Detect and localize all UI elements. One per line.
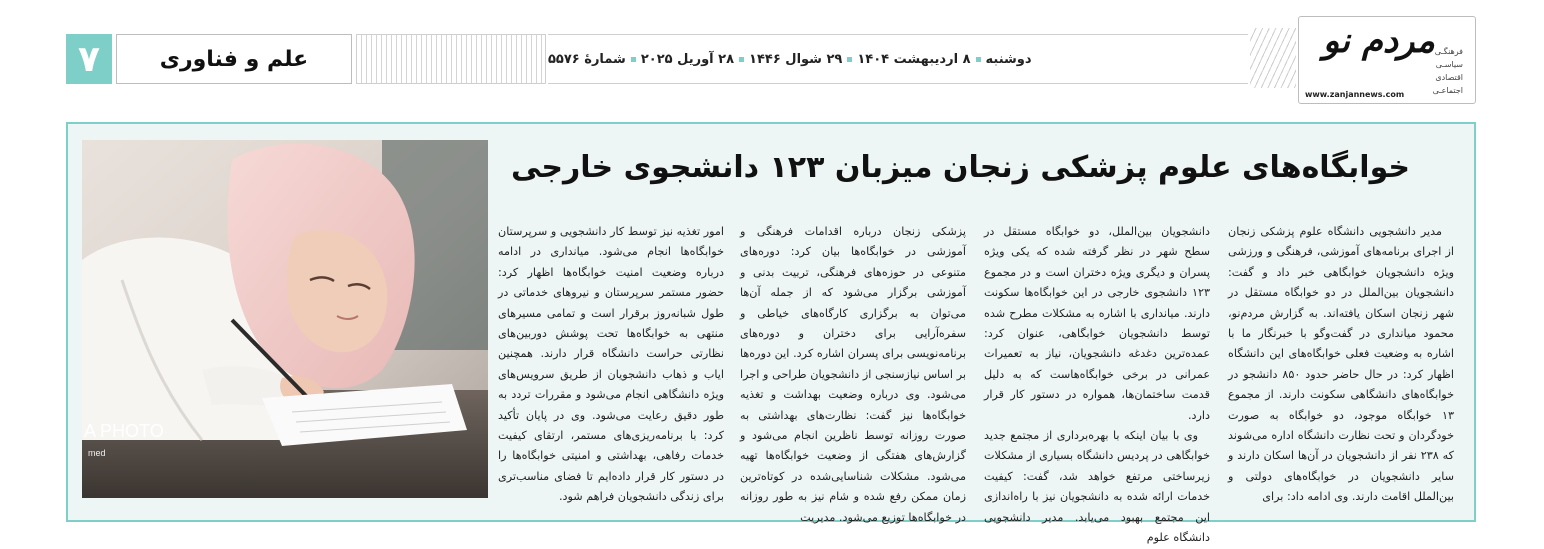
column-paragraph: مدیر دانشجویی دانشگاه علوم پزشکی زنجان از اجرای برنامه‌های آموزشی، فرهنگی و ورزشی ویژه دانشجویان خوابگاهی خبر داد و گفت: دانشجویان بین‌الملل در دو خوابگاه مستقل در شهر زنجان اسکان یافته‌اند. به گزارش مردم‌نو، محمود میانداری در گفت‌وگو با خبرنگار ما با اشاره به وضعیت فعلی خوابگاه‌های این دانشگاه اظهار کرد: در حال حاضر حدود ۸۵۰ دانشجو در خوابگاه‌های دانشگاهی سکونت دارند. از مجموع ۱۳ خوابگاه موجود، دو خوابگاه به صورت خودگردان و تحت نظارت دانشگاه اداره می‌شوند که ۲۳۸ نفر از دانشجویان در آن‌ها اسکان دارند و سایر دانشجویان در خوابگاه‌های دولتی و بین‌الملل اقامت دارند. وی ادامه داد: برای — [1228, 225, 1455, 504]
section-title: علم و فناوری — [116, 34, 352, 84]
date-separator — [739, 57, 744, 62]
page-number-badge: ۷ — [66, 34, 112, 84]
date-separator — [631, 57, 636, 62]
date-lunar: ۲۹ شوال ۱۴۴۶ — [749, 51, 843, 67]
article-photo — [82, 140, 488, 498]
date-separator — [847, 57, 852, 62]
student-writing-image — [82, 140, 488, 498]
date-gregorian: ۲۸ آوریل ۲۰۲۵ — [640, 51, 735, 67]
article-frame — [66, 122, 1476, 545]
article-column-3 — [740, 222, 966, 524]
logo-subtitle-line: فرهنگـی — [1434, 47, 1463, 56]
logo-subtitle-line: اجتماعـی — [1432, 86, 1463, 95]
article-headline: خوابگاه‌های علوم پزشکی زنجان میزبان ۱۲۳ دانشجوی خارجی — [511, 150, 1410, 185]
column-paragraph: دانشجویان بین‌الملل، دو خوابگاه مستقل در سطح شهر در نظر گرفته شده که یکی ویژه پسران و دیگری ویژه دختران است و در مجموع ۱۲۳ دانشجوی خارجی در این خوابگاه‌ها سکونت دارند. میانداری با اشاره به مشکلات مطرح شده توسط دانشجویان خوابگاهی، عنوان کرد: عمده‌ترین دغدغه دانشجویان، نیاز به تعمیرات عمرانی در برخی خوابگاه‌هاست که به دلیل قدمت ساختمان‌ها، همواره در دستور کار قرار دارد. — [984, 225, 1210, 422]
date-separator — [976, 57, 981, 62]
article-column-4 — [498, 222, 724, 512]
logo-subtitle — [1433, 45, 1463, 97]
page-header — [0, 0, 1544, 120]
newspaper-logo — [1298, 16, 1476, 104]
decorative-hatch — [356, 34, 546, 84]
date-solar: ۸ اردیبهشت ۱۴۰۴ — [857, 51, 971, 67]
photo-credit-small: med — [88, 448, 106, 458]
website-url: www.zanjannews.com — [1305, 90, 1405, 99]
column-paragraph: امور تغذیه نیز توسط کار دانشجویی و سرپرستان خوابگاه‌ها انجام می‌شود. میانداری در ادامه درباره وضعیت امنیت خوابگاه‌ها اظهار کرد: حضور مستمر سرپرستان و نیروهای خدماتی در طول شبانه‌روز برقرار است و تمامی مسیرهای منتهی به خوابگاه‌ها تحت پوشش دوربین‌های نظارتی حراست دانشگاه قرار دارند. همچنین ایاب و ذهاب دانشجویان از طریق سرویس‌های ویژه دانشگاهی انجام می‌شود و مقررات تردد به طور دقیق رعایت می‌شود. وی در پایان تأکید کرد: با برنامه‌ریزی‌های مستمر، ارتقای کیفیت خدمات رفاهی، بهداشتی و امنیتی خوابگاه‌ها را در دستور کار قرار داده‌ایم تا فضای مناسب‌تری برای زندگی دانشجویان فراهم شود. — [498, 225, 724, 504]
date-weekday: دوشنبه — [985, 51, 1032, 67]
issue-dateline — [548, 34, 1248, 84]
decorative-hatch — [1250, 28, 1296, 88]
photo-credit: A PHOTO — [84, 421, 164, 441]
logo-wordmark: مردم نو — [1322, 21, 1435, 61]
column-paragraph: پزشکی زنجان درباره اقدامات فرهنگی و آموزشی در خوابگاه‌ها بیان کرد: دوره‌های متنوعی در حوزه‌های فرهنگی، تربیت بدنی و آموزشی برگزار می‌شود که از جمله آن‌ها می‌توان به برگزاری کارگاه‌های خیاطی و سفره‌آرایی برای دختران و دوره‌های برنامه‌نویسی برای پسران اشاره کرد. این دوره‌ها بر اساس نیازسنجی از دانشجویان طراحی و اجرا می‌شود. وی درباره وضعیت بهداشت و تغذیه خوابگاه‌ها نیز گفت: نظارت‌های بهداشتی به صورت روزانه توسط ناظرین انجام می‌شود و گزارش‌های هفتگی از وضعیت خوابگاه‌ها تهیه می‌شود. مشکلات شناسایی‌شده در کوتاه‌ترین زمان ممکن رفع شده و شام نیز به طور روزانه در خوابگاه‌ها توزیع می‌شود. مدیریت — [740, 225, 966, 524]
column-paragraph: وی با بیان اینکه با بهره‌برداری از مجتمع جدید خوابگاهی در پردیس دانشگاه بسیاری از مشکلات زیرساختی مرتفع خواهد شد، گفت: کیفیت خدمات ارائه شده به دانشجویان نیز با راه‌اندازی این مجتمع بهبود می‌یابد. مدیر دانشجویی دانشگاه علوم — [984, 429, 1210, 545]
issue-number: شمارۀ ۵۵۷۶ — [548, 51, 626, 67]
logo-subtitle-line: سیاسـی — [1435, 60, 1463, 69]
logo-subtitle-line: اقتصادی — [1435, 73, 1463, 82]
article-column-2 — [984, 222, 1210, 545]
article-column-1 — [1228, 222, 1454, 512]
